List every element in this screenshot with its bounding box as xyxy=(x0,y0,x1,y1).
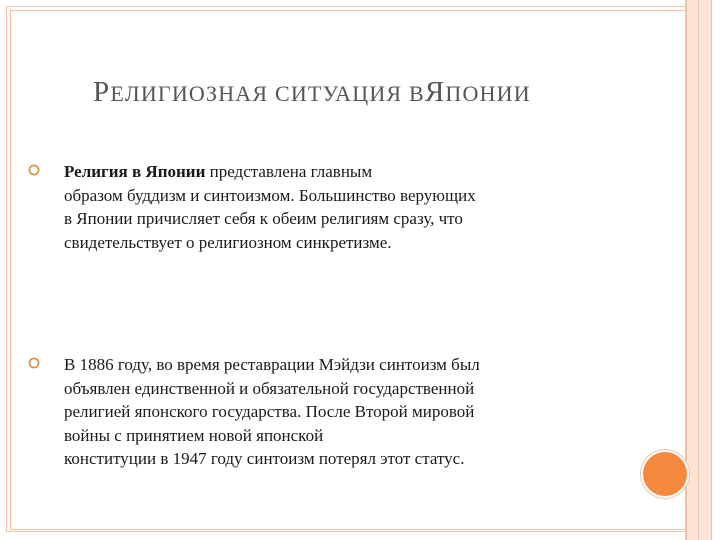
bullet-line: в Японии причисляет себя к обеим религиям сразу, что xyxy=(64,209,463,228)
bullet-line: конституции в 1947 году синтоизм потерял этот статус. xyxy=(64,449,465,468)
title-text-part-1: ЕЛИГИОЗНАЯ СИТУАЦИЯ В xyxy=(110,81,425,106)
bullet-lead-bold: Религия в Японии xyxy=(64,162,206,181)
hollow-circle-bullet-icon xyxy=(28,357,40,369)
title-initial-cap: Р xyxy=(93,76,111,108)
bullet-text xyxy=(64,353,624,471)
bullet-line: образом буддизм и синтоизмом. Большинство верующих xyxy=(64,185,476,205)
bullet-line: свидетельствует о религиозном синкретизме. xyxy=(64,232,392,252)
bullet-line: объявлен единственной и обязательной государственной xyxy=(64,378,475,398)
slide-title xyxy=(93,76,531,109)
orange-circle-icon xyxy=(641,450,689,498)
bullet-text xyxy=(64,160,624,254)
title-text-part-2: ПОНИИ xyxy=(445,81,531,106)
hollow-circle-bullet-icon xyxy=(28,164,40,176)
bullet-line: религией японского государства. После Второй мировой xyxy=(64,402,475,421)
bullet-line-rest: представлена главным xyxy=(205,162,373,181)
bullet-line: войны с принятием новой японской xyxy=(64,425,324,445)
bullet-line: В 1886 году, во время реставрации Мэйдзи синтоизм был xyxy=(64,355,480,374)
bullet-line xyxy=(64,160,624,184)
title-second-cap: Я xyxy=(424,76,446,108)
right-band-divider xyxy=(698,0,699,540)
